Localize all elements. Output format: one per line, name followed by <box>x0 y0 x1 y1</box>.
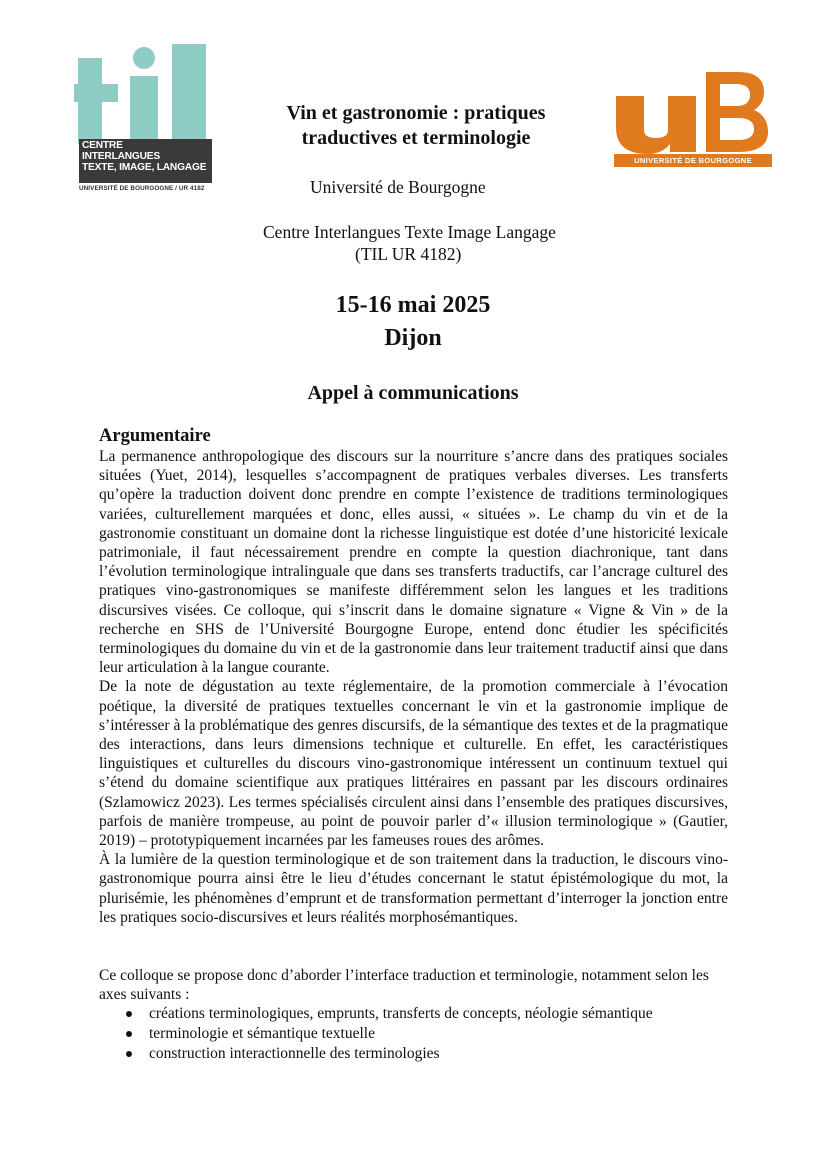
axes-intro: Ce colloque se propose donc d’aborder l’interface traduction et terminologie, notamment selon les axes suivants : <box>99 967 709 1004</box>
paragraph: De la note de dégustation au texte réglementaire, de la promotion commerciale à l’évocation poétique, la diversité de pratiques textuelles concernant le vin et la gastronomie implique de s’intéresser à la problématique des genres discursifs, de la sémantique des textes et de la pragmatique des interactions, dans leurs dimensions technique et culturelle. En effet, les caractéristiques linguistiques et culturelles du discours vino-gastronomique intéressent un continuum textuel qui s’étend du domaine scientifique aux pratiques littéraires en passant par les discours ordinaires (Szlamowicz 2023). Les termes spécialisés circulent ainsi dans l’ensemble des pratiques discursives, parfois de manière trompeuse, au point de pouvoir parler d’« illusion terminologique » (Gautier, 2019) – prototypiquement incarnées par les fameuses roues des arômes. <box>99 678 728 850</box>
til-logo-letters <box>74 44 216 144</box>
title-line: Vin et gastronomie : pratiques <box>286 102 546 124</box>
centre-name: Centre Interlangues Texte Image Langage <box>263 222 556 242</box>
paragraph: À la lumière de la question terminologique et de son traitement dans la traduction, le discours vino-gastronomique pourra ainsi être le lieu d’études concernant le statut épistémologique du mot, la plurisémie, les phénomènes d’emprunt et de transformation permettant d’interroger la jonction entre les pratiques socio-discursives et leurs réalités morphosémantiques. <box>99 851 728 926</box>
ub-logo-band: UNIVERSITÉ DE BOURGOGNE <box>614 154 772 167</box>
paragraph: La permanence anthropologique des discours sur la nourriture s’ancre dans des pratiques sociales situées (Yuet, 2014), lesquelles s’accompagnent de pratiques verbales diverses. Les transferts qu’opère la traduction doivent donc prendre en compte l’existence de traditions terminologiques variées, culturellement marquées et donc, elles aussi, « situées ». Le champ du vin et de la gastronomie constituant un domaine dont la richesse linguistique est dotée d’une historicité lexicale patrimoniale, il faut nécessairement prendre en compte la question diachronique, tant dans l’évolution terminologique intralinguale que dans ses transferts traductifs, car l’ancrage culturel des pratiques vino-gastronomiques se manifeste différemment selon les langues et les traditions discursives visées. Ce colloque, qui s’inscrit dans le domaine signature « Vigne & Vin » de la recherche en SHS de l’Université Bourgogne Europe, entend donc étudier les spécificités terminologiques du domaine du vin et de la gastronomie dans leur traitement traductif ainsi que dans leur articulation à la langue courante. <box>99 448 728 677</box>
list-item: créations terminologiques, emprunts, transferts de concepts, néologie sémantique <box>99 1004 728 1024</box>
university-name: Université de Bourgogne <box>310 177 486 197</box>
title-line: traductives et terminologie <box>301 127 531 149</box>
call-for-papers-heading: Appel à communications <box>307 382 519 404</box>
event-city: Dijon <box>384 325 442 351</box>
list-item: terminologie et sémantique textuelle <box>99 1024 728 1044</box>
page-title <box>250 101 582 151</box>
til-band-line: TEXTE, IMAGE, LANGAGE <box>82 162 207 173</box>
argument-text <box>99 447 728 927</box>
list-item: construction interactionnelle des terminologies <box>99 1044 728 1064</box>
axes-list <box>99 1004 728 1064</box>
section-heading: Argumentaire <box>99 426 211 446</box>
til-logo-subtitle: UNIVERSITÉ DE BOURGOGNE / UR 4182 <box>79 185 205 192</box>
centre-code: (TIL UR 4182) <box>355 244 462 264</box>
til-logo <box>74 44 216 194</box>
ub-logo-letters <box>614 70 772 154</box>
til-logo-band <box>79 139 212 183</box>
til-band-line: CENTRE <box>82 140 123 151</box>
event-dates: 15-16 mai 2025 <box>335 292 491 318</box>
til-band-line: INTERLANGUES <box>82 151 160 162</box>
ub-logo <box>614 70 772 168</box>
